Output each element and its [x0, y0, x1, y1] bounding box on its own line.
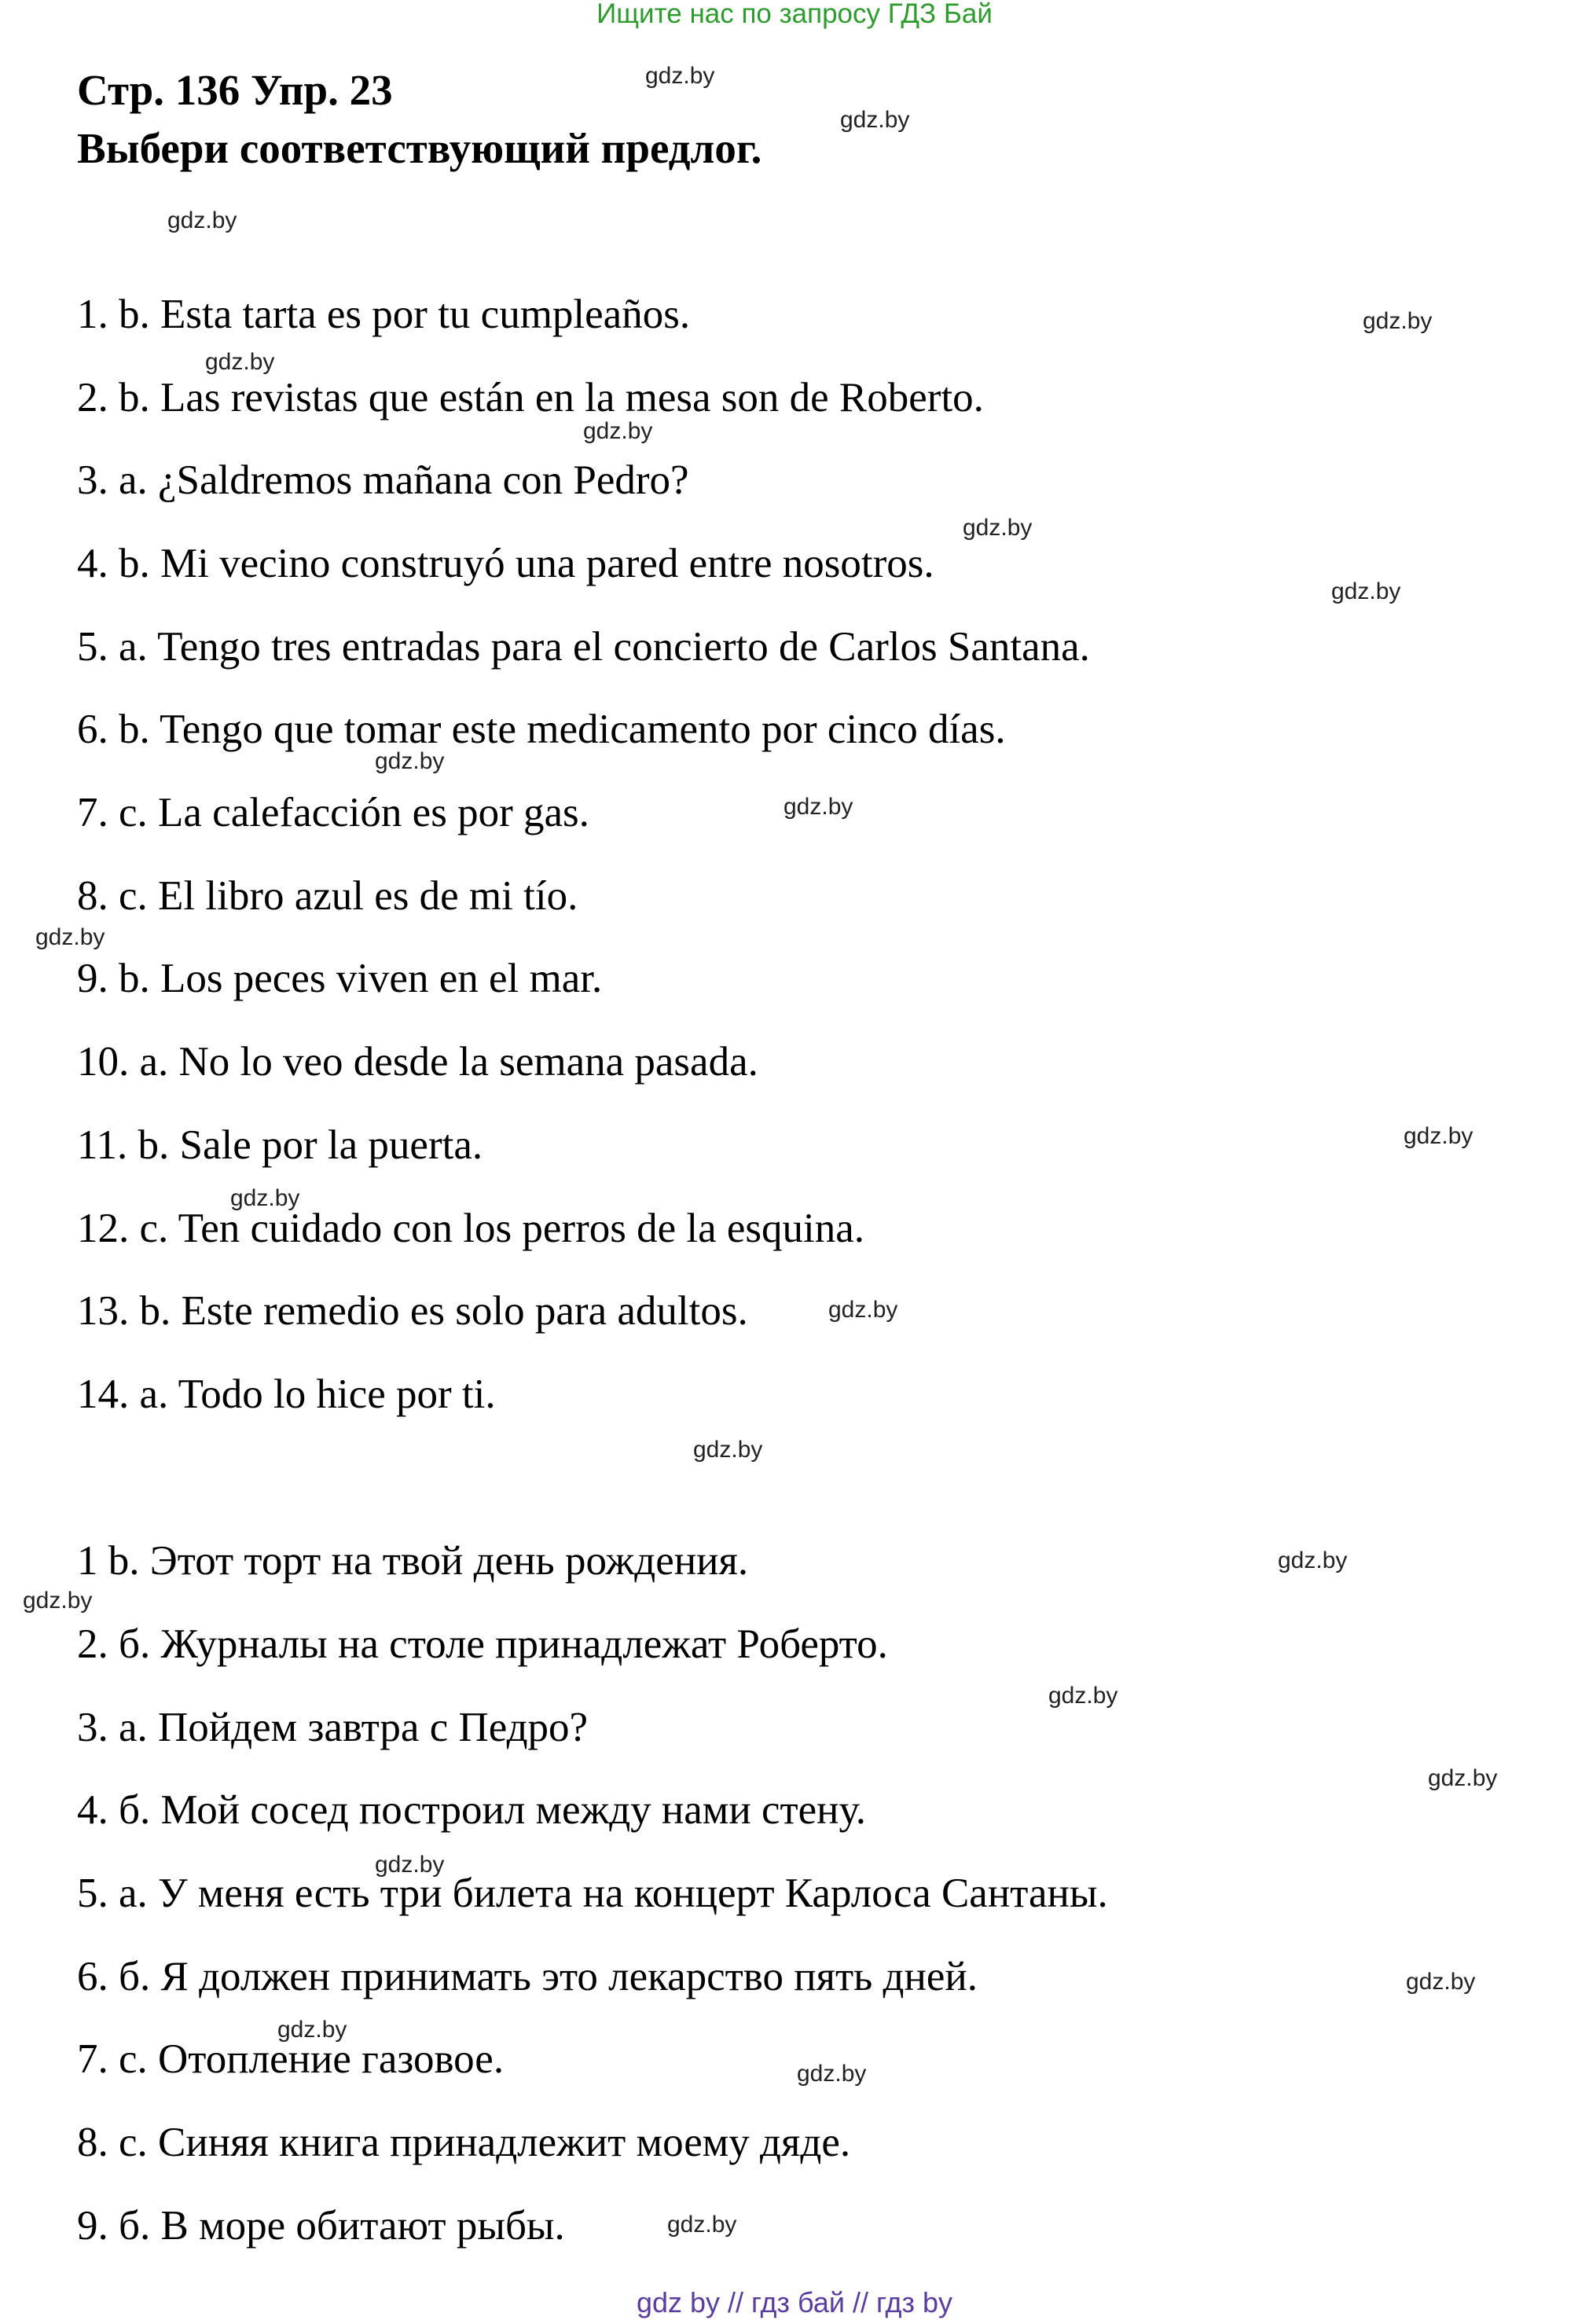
russian-translation-3: 3. а. Пойдем завтра с Педро?: [77, 1705, 589, 1750]
watermark: gdz.by: [667, 2212, 737, 2238]
spanish-answer-8: 8. c. El libro azul es de mi tío.: [77, 873, 578, 919]
page-subtitle: Выбери соответствующий предлог.: [77, 124, 762, 172]
russian-translation-6: 6. б. Я должен принимать это лекарство пять дней.: [77, 1954, 978, 1999]
watermark: gdz.by: [1406, 1969, 1476, 1995]
russian-translation-8: 8. с. Синяя книга принадлежит моему дяде.: [77, 2120, 851, 2165]
watermark: gdz.by: [693, 1437, 763, 1463]
russian-translation-1: 1 b. Этот торт на твой день рождения.: [77, 1538, 749, 1584]
watermark: gdz.by: [828, 1297, 898, 1323]
watermark: gdz.by: [645, 63, 715, 89]
watermark: gdz.by: [1048, 1683, 1118, 1709]
spanish-answer-13: 13. b. Este remedio es solo para adultos.: [77, 1288, 748, 1334]
spanish-answer-11: 11. b. Sale por la puerta.: [77, 1122, 483, 1168]
spanish-answer-10: 10. a. No lo veo desde la semana pasada.: [77, 1039, 758, 1085]
russian-translation-2: 2. б. Журналы на столе принадлежат Роберто.: [77, 1621, 888, 1667]
spanish-answer-4: 4. b. Mi vecino construyó una pared entre nosotros.: [77, 541, 934, 586]
spanish-answer-2: 2. b. Las revistas que están en la mesa son de Roberto.: [77, 375, 984, 420]
page-title: Стр. 136 Упр. 23: [77, 66, 393, 114]
spanish-answer-12: 12. c. Ten cuidado con los perros de la esquina.: [77, 1206, 865, 1251]
watermark: gdz.by: [1363, 308, 1433, 334]
watermark: gdz.by: [375, 748, 445, 774]
footer-links[interactable]: gdz by // гдз бай // гдз by: [636, 2286, 953, 2318]
watermark: gdz.by: [1404, 1123, 1473, 1149]
watermark: gdz.by: [963, 515, 1033, 541]
russian-translation-4: 4. б. Мой сосед построил между нами стену.: [77, 1787, 866, 1833]
watermark: gdz.by: [23, 1588, 93, 1614]
watermark: gdz.by: [1428, 1765, 1498, 1791]
watermark: gdz.by: [1331, 578, 1401, 604]
russian-translation-5: 5. а. У меня есть три билета на концерт Карлоса Сантаны.: [77, 1871, 1108, 1916]
spanish-answer-3: 3. a. ¿Saldremos mañana con Pedro?: [77, 457, 689, 503]
spanish-answer-9: 9. b. Los peces viven en el mar.: [77, 956, 603, 1001]
watermark: gdz.by: [783, 794, 853, 820]
russian-translation-7: 7. с. Отопление газовое.: [77, 2036, 505, 2082]
spanish-answer-14: 14. a. Todo lo hice por ti.: [77, 1371, 496, 1417]
watermark: gdz.by: [1278, 1547, 1348, 1573]
watermark: gdz.by: [840, 107, 910, 133]
watermark: gdz.by: [797, 2061, 867, 2087]
spanish-answer-5: 5. a. Tengo tres entradas para el concierto de Carlos Santana.: [77, 624, 1090, 670]
watermark: gdz.by: [230, 1185, 300, 1211]
russian-translation-9: 9. б. В море обитают рыбы.: [77, 2203, 565, 2249]
watermark: gdz.by: [583, 418, 653, 444]
spanish-answer-1: 1. b. Esta tarta es por tu cumpleaños.: [77, 292, 691, 337]
watermark: gdz.by: [375, 1852, 445, 1878]
watermark: gdz.by: [35, 924, 105, 950]
watermark: gdz.by: [205, 349, 275, 375]
spanish-answer-7: 7. c. La calefacción es por gas.: [77, 790, 589, 835]
top-banner[interactable]: Ищите нас по запросу ГДЗ Бай: [596, 0, 993, 29]
watermark: gdz.by: [167, 207, 237, 233]
watermark: gdz.by: [277, 2017, 347, 2043]
spanish-answer-6: 6. b. Tengo que tomar este medicamento por cinco días.: [77, 707, 1006, 752]
